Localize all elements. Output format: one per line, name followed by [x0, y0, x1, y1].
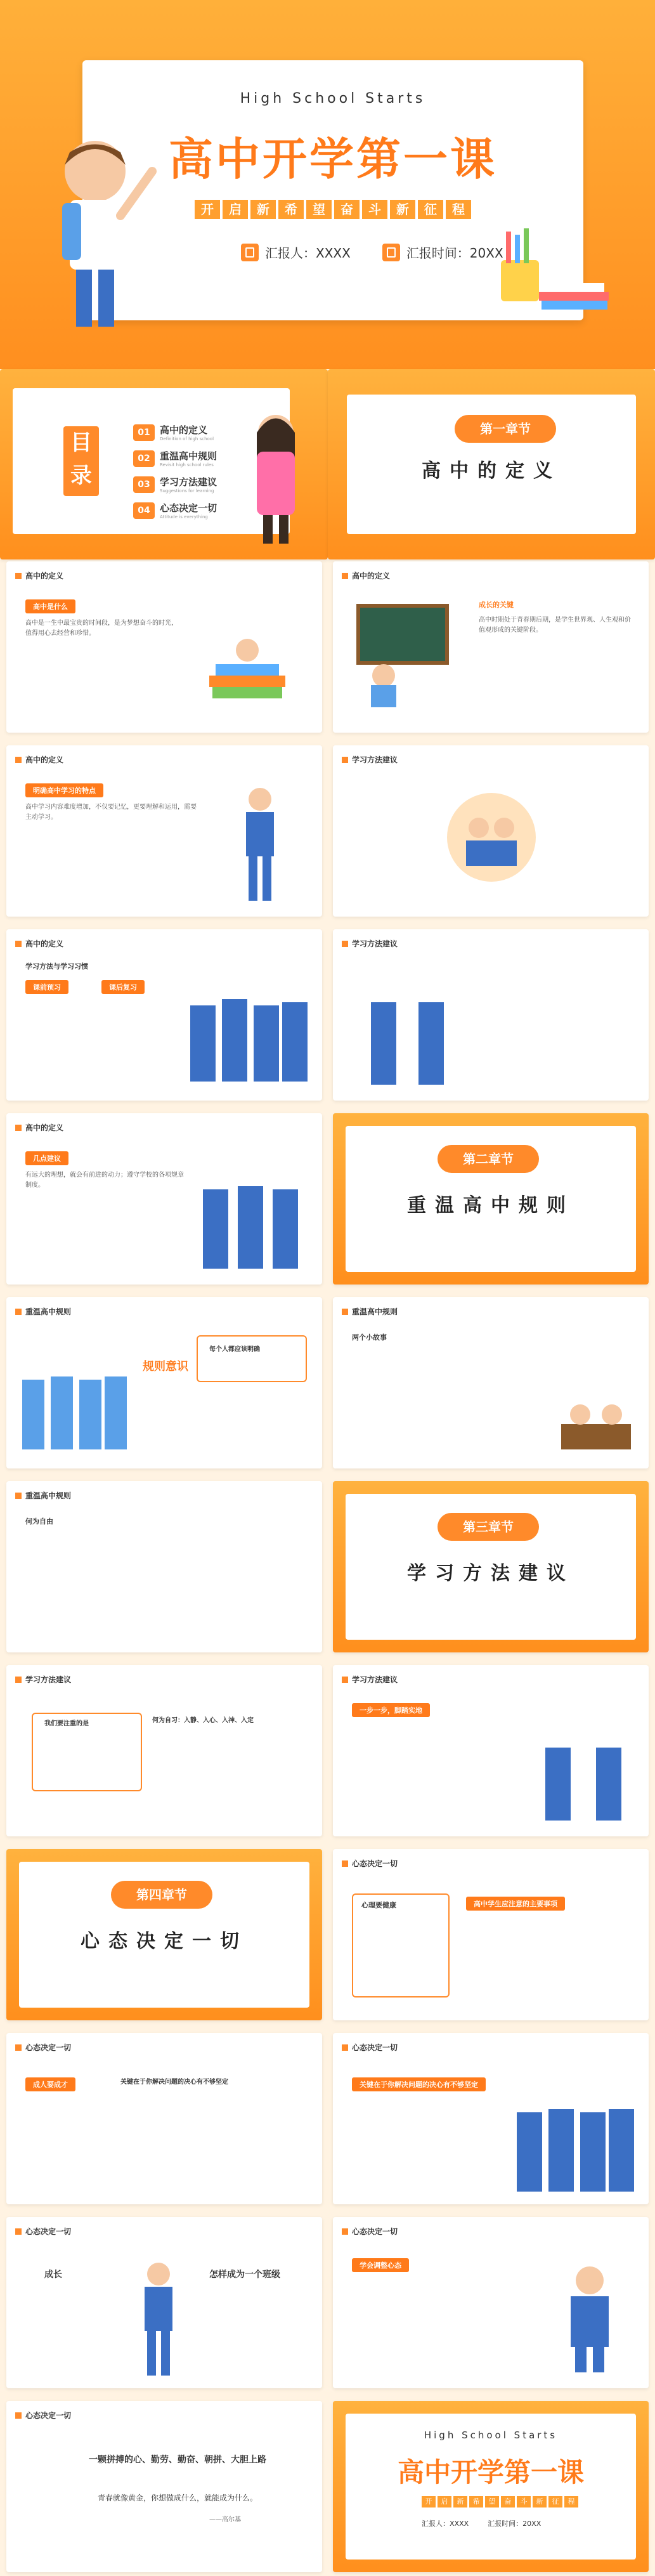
- student-illustration: [235, 783, 285, 904]
- quote-text: 一颗拼搏的心、勤劳、勤奋、朝拼、大胆上路: [89, 2455, 266, 2465]
- section-pill: 几点建议: [25, 1151, 68, 1165]
- student-girl-illustration: [548, 2261, 631, 2376]
- section-head: 学习方法建议: [342, 1674, 398, 1685]
- section-head: 重温高中规则: [15, 1490, 71, 1501]
- toc-slide: [0, 369, 328, 559]
- cover-kicker: High School Starts: [240, 91, 426, 107]
- reporter-icon: [241, 244, 259, 261]
- ending-kicker: High School Starts: [424, 2429, 558, 2441]
- content-slide: [6, 1665, 322, 1836]
- toc-list: [133, 423, 217, 527]
- subtitle-char: 启: [223, 200, 248, 219]
- subtitle-char: 斗: [517, 2496, 531, 2507]
- toc-en: Definition of high school: [160, 436, 214, 441]
- chapter-badge: 第三章节: [438, 1513, 539, 1541]
- section-head: 心态决定一切: [342, 2042, 398, 2053]
- section-head: 心态决定一切: [342, 2226, 398, 2237]
- quote-slide: [6, 2401, 322, 2572]
- subtitle-char: 征: [418, 200, 443, 219]
- section-head: 心态决定一切: [15, 2042, 71, 2053]
- section-pill: 学习方法与学习习惯: [25, 962, 88, 971]
- section-pill: 成人要成才: [25, 2077, 75, 2091]
- section-pill: 一步一步，脚踏实地: [352, 1703, 430, 1717]
- content-slide: [333, 2217, 649, 2388]
- section-head: 心态决定一切: [15, 2226, 71, 2237]
- section-head: 高中的定义: [15, 570, 63, 581]
- content-slide: [6, 1481, 322, 1652]
- cover-subtitle: [195, 200, 471, 219]
- quote-sub: 青春就像黄金，你想做成什么，就能成为什么。: [97, 2494, 257, 2502]
- subtitle-char: 开: [422, 2496, 436, 2507]
- compare-right: 怎样成为一个班级: [209, 2270, 280, 2280]
- chapter-badge: 第一章节: [455, 415, 556, 443]
- mindset-left: 心理要健康: [361, 1901, 396, 1909]
- content-slide: [6, 929, 322, 1101]
- section-head: 高中的定义: [342, 570, 390, 581]
- section-pill: 成长的关键: [479, 601, 514, 609]
- toc-en: Suggestions for learning: [160, 488, 214, 494]
- chapter-slide-3: [333, 1481, 649, 1652]
- content-slide: [333, 1665, 649, 1836]
- student-illustration: [133, 2258, 184, 2379]
- story-head: 两个小故事: [352, 1333, 387, 1342]
- method-left: 课前预习: [25, 980, 68, 994]
- subtitle-char: 希: [278, 200, 304, 219]
- section-pill: 高中是什么: [25, 599, 75, 613]
- mindset-right: 高中学生应注意的主要事项: [466, 1897, 565, 1911]
- content-slide: [6, 745, 322, 917]
- ending-title: 高中开学第一课: [397, 2457, 584, 2488]
- section-head: 重温高中规则: [15, 1306, 71, 1317]
- toc-number: 01: [133, 424, 155, 441]
- toc-item[interactable]: [133, 423, 217, 441]
- cover-slide: [0, 0, 655, 369]
- mature-right-title: 关键在于你解决问题的决心有不够坚定: [120, 2079, 228, 2086]
- books-illustration: [539, 266, 609, 311]
- study-group-illustration: [441, 790, 542, 885]
- tip-right-title: 何为自习：入静、入心、入神、入定: [152, 1717, 254, 1724]
- chapter-title: 高中的定义: [422, 460, 561, 482]
- section-pill: 明确高中学习的特点: [25, 783, 103, 797]
- chapter-slide-4: [6, 1849, 322, 2020]
- rules-box-title: 每个人都应该明确: [209, 1346, 260, 1353]
- chapter-title: 重温高中规则: [407, 1194, 574, 1217]
- toc-label: 学习方法建议: [160, 476, 217, 488]
- section-pill: 关键在于你解决问题的决心有不够坚定: [352, 2077, 486, 2091]
- calendar-icon: [382, 244, 400, 261]
- student-boy-illustration: [25, 127, 165, 343]
- subtitle-char: 新: [453, 2496, 467, 2507]
- students-group-illustration: [197, 1158, 311, 1272]
- students-pair-illustration: [358, 967, 460, 1088]
- section-head: 学习方法建议: [342, 754, 398, 765]
- reading-students-illustration: [555, 1380, 637, 1456]
- section-text: 高中学习内容难度增加，不仅要记忆，更要理解和运用，需要主动学习。: [25, 804, 197, 821]
- subtitle-char: 征: [548, 2496, 562, 2507]
- toc-label: 心态决定一切: [160, 502, 217, 514]
- section-pill: 何为自由: [25, 1517, 53, 1526]
- rules-box: [197, 1335, 307, 1382]
- subtitle-char: 新: [390, 200, 415, 219]
- subtitle-char: 程: [564, 2496, 578, 2507]
- subtitle-char: 开: [195, 200, 220, 219]
- ending-subtitle: [422, 2496, 578, 2507]
- toc-number: 04: [133, 502, 155, 519]
- ending-meta: [422, 2518, 541, 2528]
- toc-item[interactable]: [133, 449, 217, 467]
- rules-label: 规则意识: [143, 1360, 188, 1373]
- content-slide: [333, 1297, 649, 1468]
- content-slide: [6, 2217, 322, 2388]
- content-slide: [333, 2033, 649, 2204]
- students-group-illustration: [184, 967, 311, 1088]
- subtitle-char: 新: [250, 200, 276, 219]
- content-slide: [333, 929, 649, 1101]
- content-slide: [6, 1297, 322, 1468]
- ending-slide: [333, 2401, 649, 2572]
- method-right: 课后复习: [101, 980, 145, 994]
- chapter-title: 心态决定一切: [81, 1930, 248, 1952]
- subtitle-char: 程: [446, 200, 471, 219]
- toc-number: 03: [133, 476, 155, 493]
- content-slide: [6, 1113, 322, 1285]
- content-slide: [6, 561, 322, 733]
- subtitle-char: 奋: [501, 2496, 515, 2507]
- section-head: 高中的定义: [15, 1122, 63, 1133]
- subtitle-char: 望: [485, 2496, 499, 2507]
- section-head: 高中的定义: [15, 754, 63, 765]
- students-group-illustration: [16, 1342, 130, 1456]
- toc-label: 高中的定义: [160, 424, 208, 436]
- toc-number: 02: [133, 450, 155, 467]
- section-text: 高中时期处于青春期后期，是学生世界观、人生观和价值观形成的关键阶段。: [479, 617, 631, 634]
- section-head: 心态决定一切: [342, 1858, 398, 1869]
- section-head: 重温高中规则: [342, 1306, 398, 1317]
- chapter-badge: 第四章节: [111, 1881, 212, 1909]
- compare-left: 成长: [44, 2270, 62, 2280]
- books-illustration: [197, 618, 298, 707]
- section-text: 有远大的理想，就会有前进的动力；遵守学校的各项规章制度。: [25, 1172, 184, 1189]
- toc-label: 重温高中规则: [160, 450, 217, 462]
- toc-title: 目录: [63, 426, 99, 496]
- ending-time: 汇报时间：20XX: [488, 2520, 542, 2528]
- section-head: 学习方法建议: [15, 1674, 71, 1685]
- content-slide: [6, 2033, 322, 2204]
- section-head: 心态决定一切: [15, 2410, 71, 2421]
- students-pair-illustration: [536, 1716, 637, 1824]
- toc-en: Attitude is everything: [160, 514, 208, 520]
- cover-meta: [241, 243, 503, 261]
- section-text: 高中是一生中最宝贵的时间段，是为梦想奋斗的时光，值得用心去经营和珍惜。: [25, 620, 178, 637]
- ending-reporter: 汇报人：XXXX: [422, 2520, 469, 2528]
- blackboard-teacher-illustration: [352, 599, 453, 707]
- content-slide: [333, 1849, 649, 2020]
- subtitle-char: 望: [306, 200, 332, 219]
- quote-author: ——高尔基: [209, 2516, 241, 2523]
- toc-item[interactable]: [133, 475, 217, 494]
- chapter-slide-2: [333, 1113, 649, 1285]
- section-head: 高中的定义: [15, 938, 63, 949]
- section-head: 学习方法建议: [342, 938, 398, 949]
- subtitle-char: 奋: [334, 200, 360, 219]
- subtitle-char: 新: [533, 2496, 547, 2507]
- teacher-illustration: [241, 407, 311, 547]
- chapter-badge: 第二章节: [438, 1145, 539, 1173]
- reporter-label: 汇报人：XXXX: [265, 245, 351, 261]
- toc-en: Revisit high school rules: [160, 462, 214, 467]
- subtitle-char: 希: [469, 2496, 483, 2507]
- chapter-title: 学习方法建议: [407, 1562, 574, 1585]
- subtitle-char: 启: [438, 2496, 451, 2507]
- tip-left-title: 我们要注重的是: [44, 1720, 89, 1727]
- section-pill: 学会调整心态: [352, 2258, 409, 2272]
- students-group-illustration: [510, 2081, 637, 2195]
- subtitle-char: 斗: [362, 200, 387, 219]
- content-slide: [333, 745, 649, 917]
- chapter-slide-1: [328, 369, 655, 559]
- content-slide: [333, 561, 649, 733]
- time-label: 汇报时间：20XX: [406, 245, 503, 261]
- toc-item[interactable]: [133, 501, 217, 520]
- cover-title: 高中开学第一课: [169, 133, 497, 185]
